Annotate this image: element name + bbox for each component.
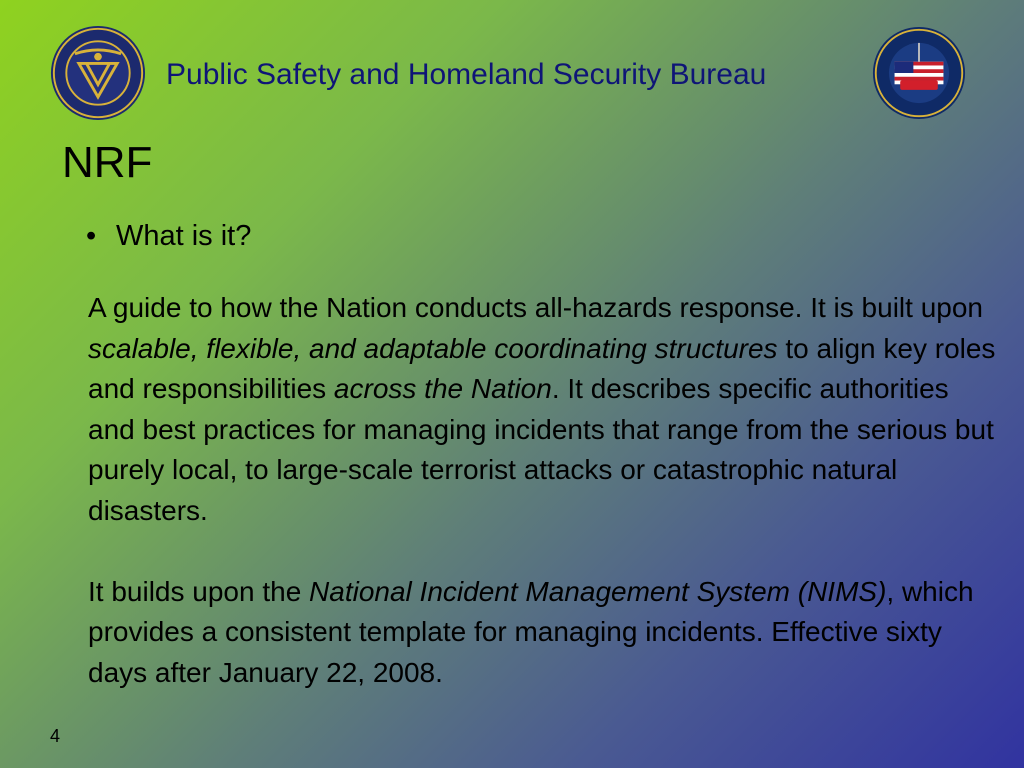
bullet-icon: • bbox=[86, 220, 97, 252]
body-text bbox=[88, 288, 998, 693]
text-run-0: It builds upon the bbox=[88, 575, 310, 607]
italic-run-1: National Incident Management System (NIMS) bbox=[309, 575, 887, 607]
italic-run-3: across the Nation bbox=[333, 373, 552, 404]
bullet-item bbox=[86, 220, 251, 253]
text-run-4: . It describes specific authorities and best practices for managing incidents that range from the serious but purely local, to large-scale terrorist attacks or catastrophic natural disasters. bbox=[88, 373, 994, 526]
paragraph-nims bbox=[88, 572, 998, 694]
bullet-text: What is it? bbox=[116, 220, 252, 252]
slide-heading: NRF bbox=[62, 138, 153, 187]
pshsb-seal-icon bbox=[872, 26, 966, 120]
page-number: 4 bbox=[50, 726, 61, 746]
text-run-2: , which provides a consistent template for managing incidents. Effective sixty days after January 22, 2008. bbox=[88, 575, 974, 688]
paragraph-nrf-definition bbox=[88, 288, 998, 531]
italic-run-1: scalable, flexible, and adaptable coordinating structures bbox=[88, 332, 778, 364]
text-run-2: to align key roles and responsibilities bbox=[88, 332, 996, 404]
bureau-title: Public Safety and Homeland Security Bureau bbox=[166, 58, 767, 91]
text-run-0: A guide to how the Nation conducts all-hazards response. It is built upon bbox=[88, 292, 983, 323]
fcc-seal-icon bbox=[50, 25, 146, 121]
